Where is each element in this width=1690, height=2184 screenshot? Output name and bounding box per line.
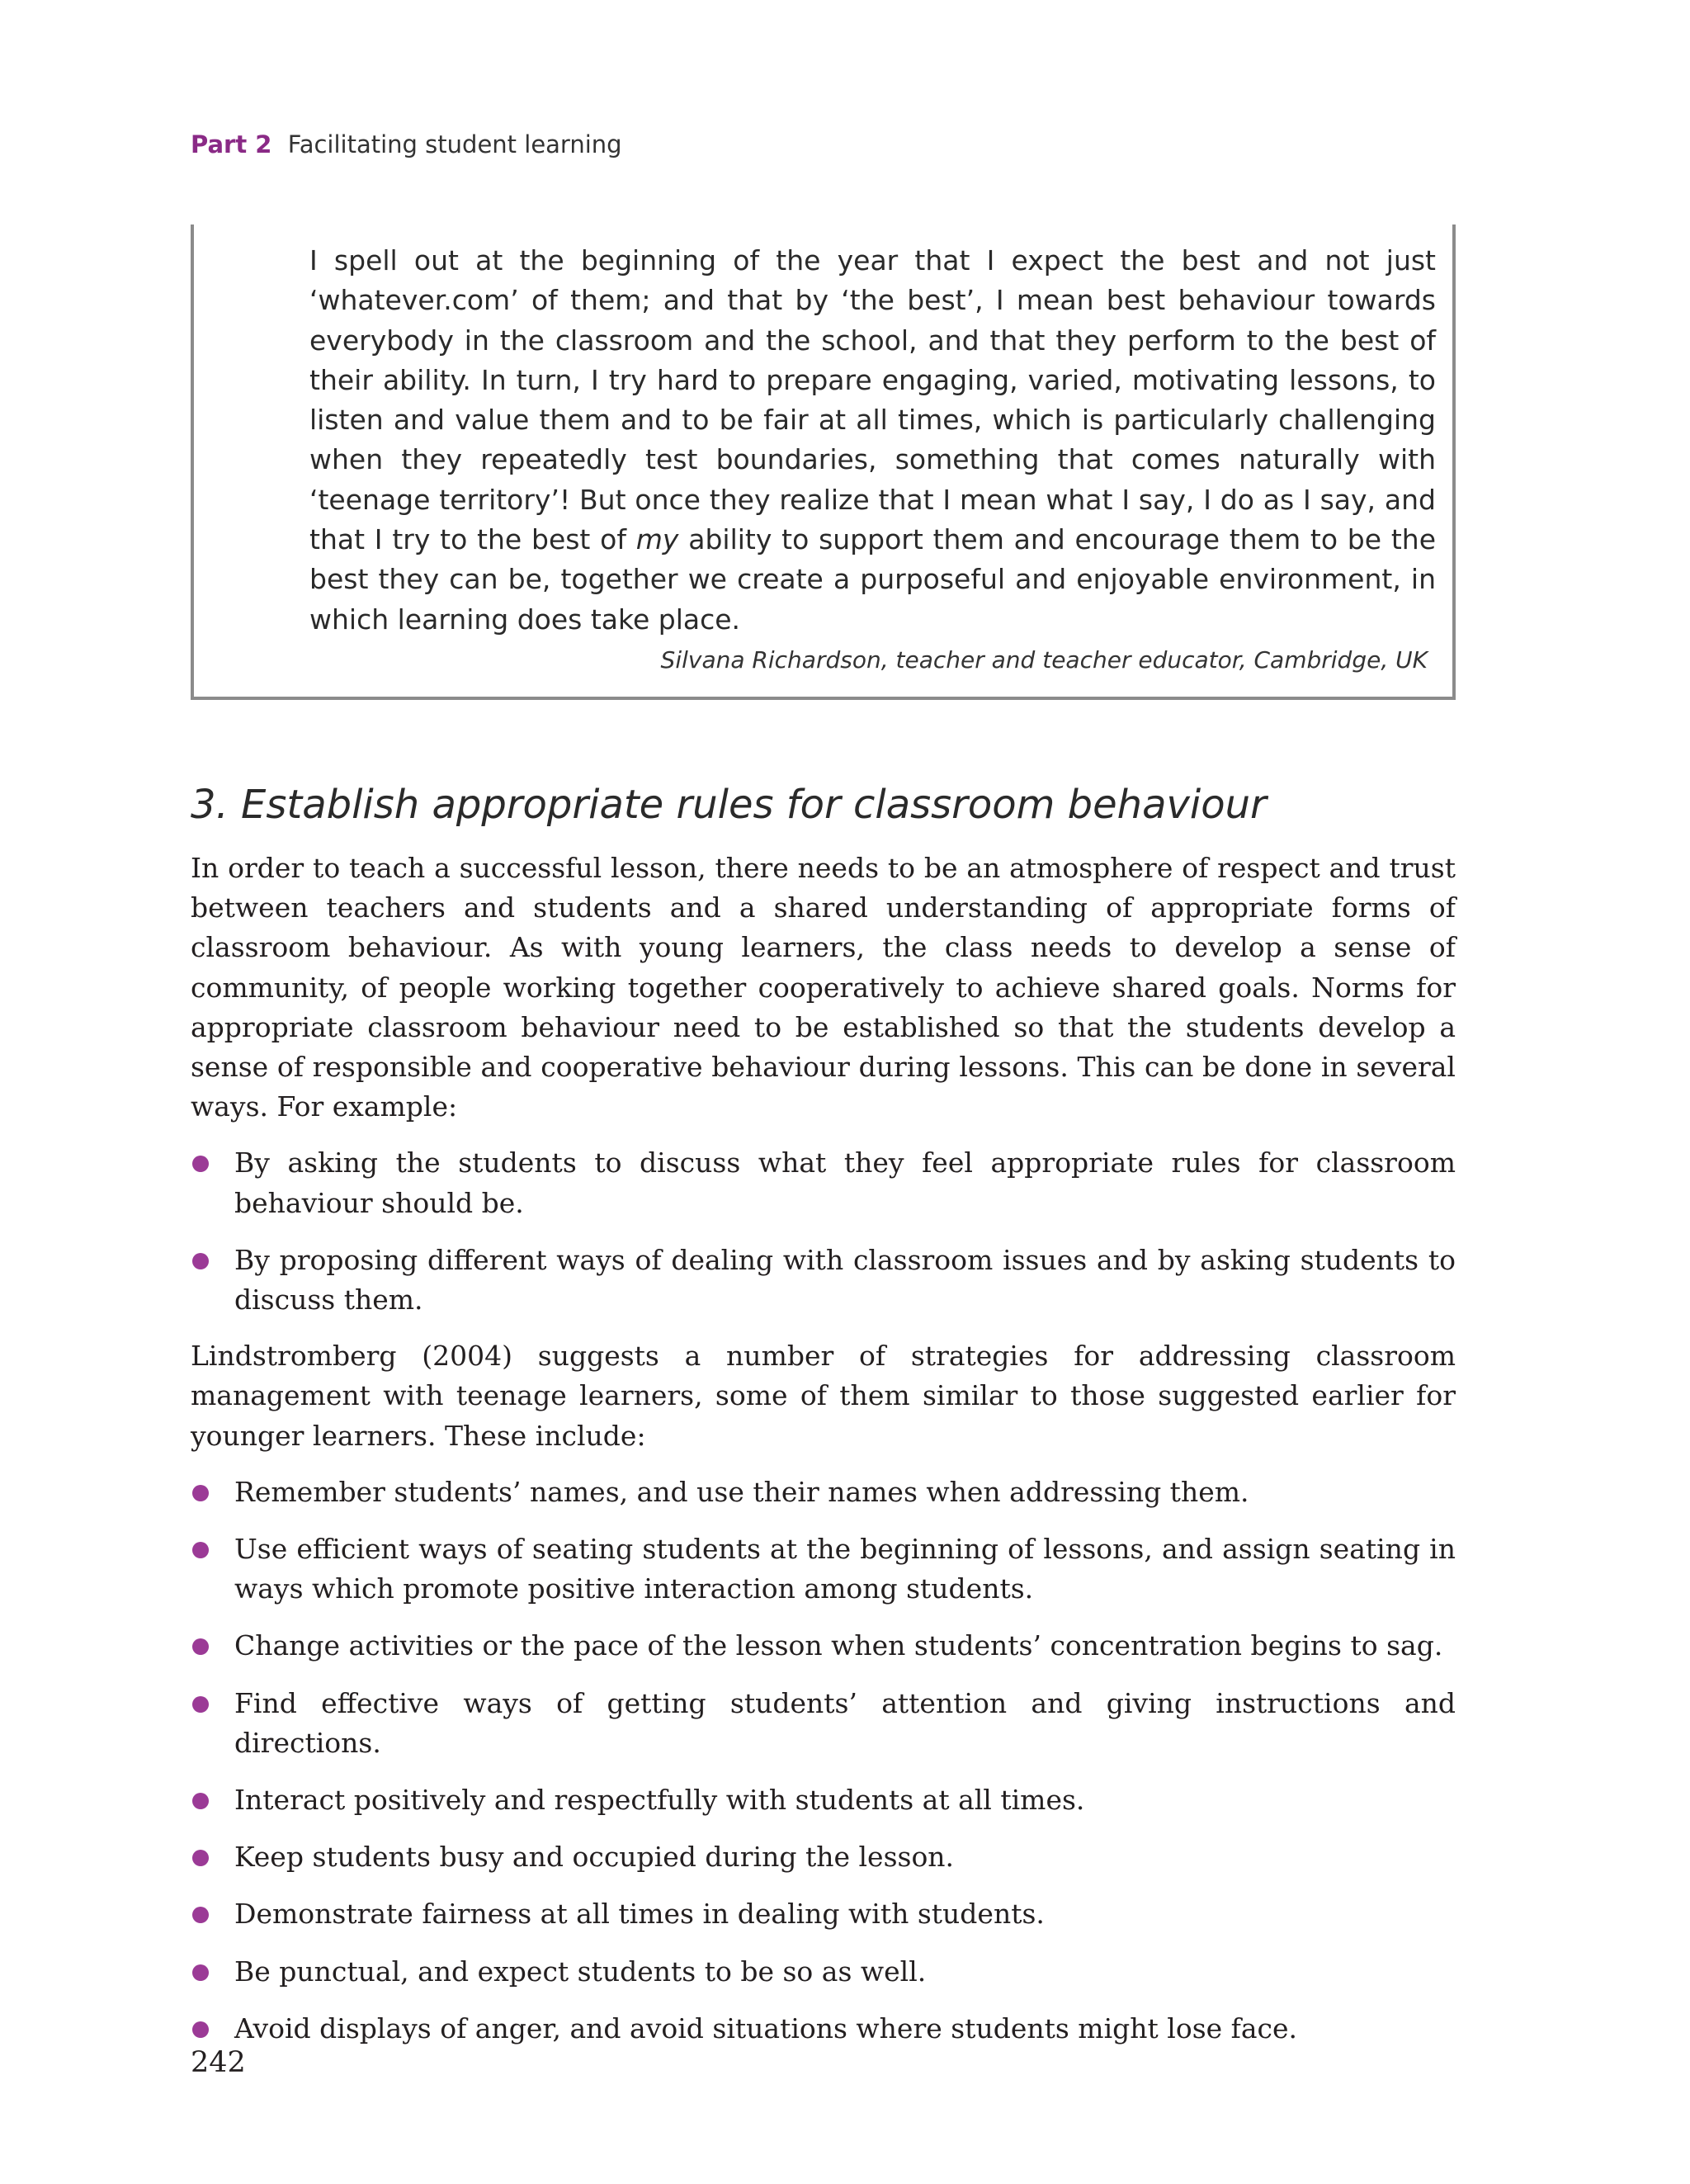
list-item bbox=[191, 1684, 1456, 1763]
list-item-text: Be punctual, and expect students to be so as well. bbox=[234, 1955, 927, 1988]
running-head-part: Part 2 bbox=[191, 130, 272, 158]
bullet-icon bbox=[192, 1850, 209, 1866]
list-item bbox=[191, 2009, 1456, 2049]
list-item-text: Demonstrate fairness at all times in dealing with students. bbox=[234, 1898, 1045, 1931]
bullet-icon bbox=[192, 1485, 209, 1501]
list-item bbox=[191, 1952, 1456, 1992]
quote-attribution: Silvana Richardson, teacher and teacher educator, Cambridge, UK bbox=[660, 646, 1428, 674]
list-item bbox=[191, 1529, 1456, 1609]
transition-paragraph: Lindstromberg (2004) suggests a number of strategies for addressing classroom management with teenage learners, some of them similar to those suggested earlier for younger learners. These include: bbox=[191, 1340, 1456, 1452]
list-item bbox=[191, 1143, 1456, 1222]
list-item-text: Find effective ways of getting students’ attention and giving instructions and directions. bbox=[234, 1686, 1456, 1759]
list-item bbox=[191, 1473, 1456, 1512]
bullet-icon bbox=[192, 1156, 209, 1172]
bullet-icon bbox=[192, 1793, 209, 1809]
bullet-icon bbox=[192, 1638, 209, 1655]
running-head-title: Facilitating student learning bbox=[287, 130, 622, 158]
list-item-text: Interact positively and respectfully with students at all times. bbox=[234, 1784, 1085, 1817]
bullet-icon bbox=[192, 2021, 209, 2038]
section-heading: 3. Establish appropriate rules for classroom behaviour bbox=[191, 782, 1267, 828]
quote-emphasis: my bbox=[635, 523, 679, 556]
list-item-text: Change activities or the pace of the lesson when students’ concentration begins to sag. bbox=[234, 1629, 1443, 1662]
list-item bbox=[191, 1241, 1456, 1320]
list-item-text: By asking the students to discuss what they feel appropriate rules for classroom behaviour should be. bbox=[234, 1146, 1456, 1219]
list-item bbox=[191, 1626, 1456, 1666]
quote-text-part-2: ability to support them and encourage them to be the best they can be, together we create a purposeful and enjoyable environment, in which learning does take place. bbox=[309, 523, 1437, 636]
strategies-list bbox=[191, 1473, 1456, 2049]
list-item-text: Avoid displays of anger, and avoid situations where students might lose face. bbox=[234, 2011, 1298, 2045]
list-item bbox=[191, 1780, 1456, 1820]
list-item-text: By proposing different ways of dealing with classroom issues and by asking students to discuss them. bbox=[234, 1243, 1456, 1317]
list-item-text: Remember students’ names, and use their names when addressing them. bbox=[234, 1475, 1249, 1508]
bullet-icon bbox=[192, 1542, 209, 1558]
list-item-text: Use efficient ways of seating students at the beginning of lessons, and assign seating in ways which promote positive interaction among students. bbox=[234, 1533, 1456, 1605]
running-head bbox=[191, 128, 622, 161]
quote-box bbox=[191, 225, 1456, 700]
page-number: 242 bbox=[191, 2046, 246, 2079]
bullet-icon bbox=[192, 1253, 209, 1269]
ways-list bbox=[191, 1143, 1456, 1320]
quote-text-part-1: I spell out at the beginning of the year that I expect the best and not just ‘whatever.com’ of them; and that by ‘the best’, I mean best behaviour towards everybody in the classroom and the school, and that they perform to the best of their ability. In turn, I try hard to prepare engaging, varied, motivating lessons, to listen and value them and to be fair at all times, which is particularly challenging when they repeatedly test boundaries, something that comes naturally with ‘teenage territory’! But once they realize that I mean what I say, I do as I say, and that I try to the best of bbox=[309, 244, 1436, 556]
quote-text bbox=[309, 241, 1436, 640]
list-item-text: Keep students busy and occupied during the lesson. bbox=[234, 1841, 955, 1874]
bullet-icon bbox=[192, 1696, 209, 1713]
section-body bbox=[191, 849, 1456, 2049]
bullet-icon bbox=[192, 1964, 209, 1981]
intro-paragraph: In order to teach a successful lesson, there needs to be an atmosphere of respect and trust between teachers and students and a shared understanding of appropriate forms of classroom behaviour. As with young learners, the class needs to develop a sense of community, of people working together cooperatively to achieve shared goals. Norms for appropriate classroom behaviour need to be established so that the students develop a sense of responsible and cooperative behaviour during lessons. This can be done in several ways. For example: bbox=[191, 852, 1456, 1123]
list-item bbox=[191, 1894, 1456, 1934]
list-item bbox=[191, 1837, 1456, 1877]
bullet-icon bbox=[192, 1907, 209, 1923]
